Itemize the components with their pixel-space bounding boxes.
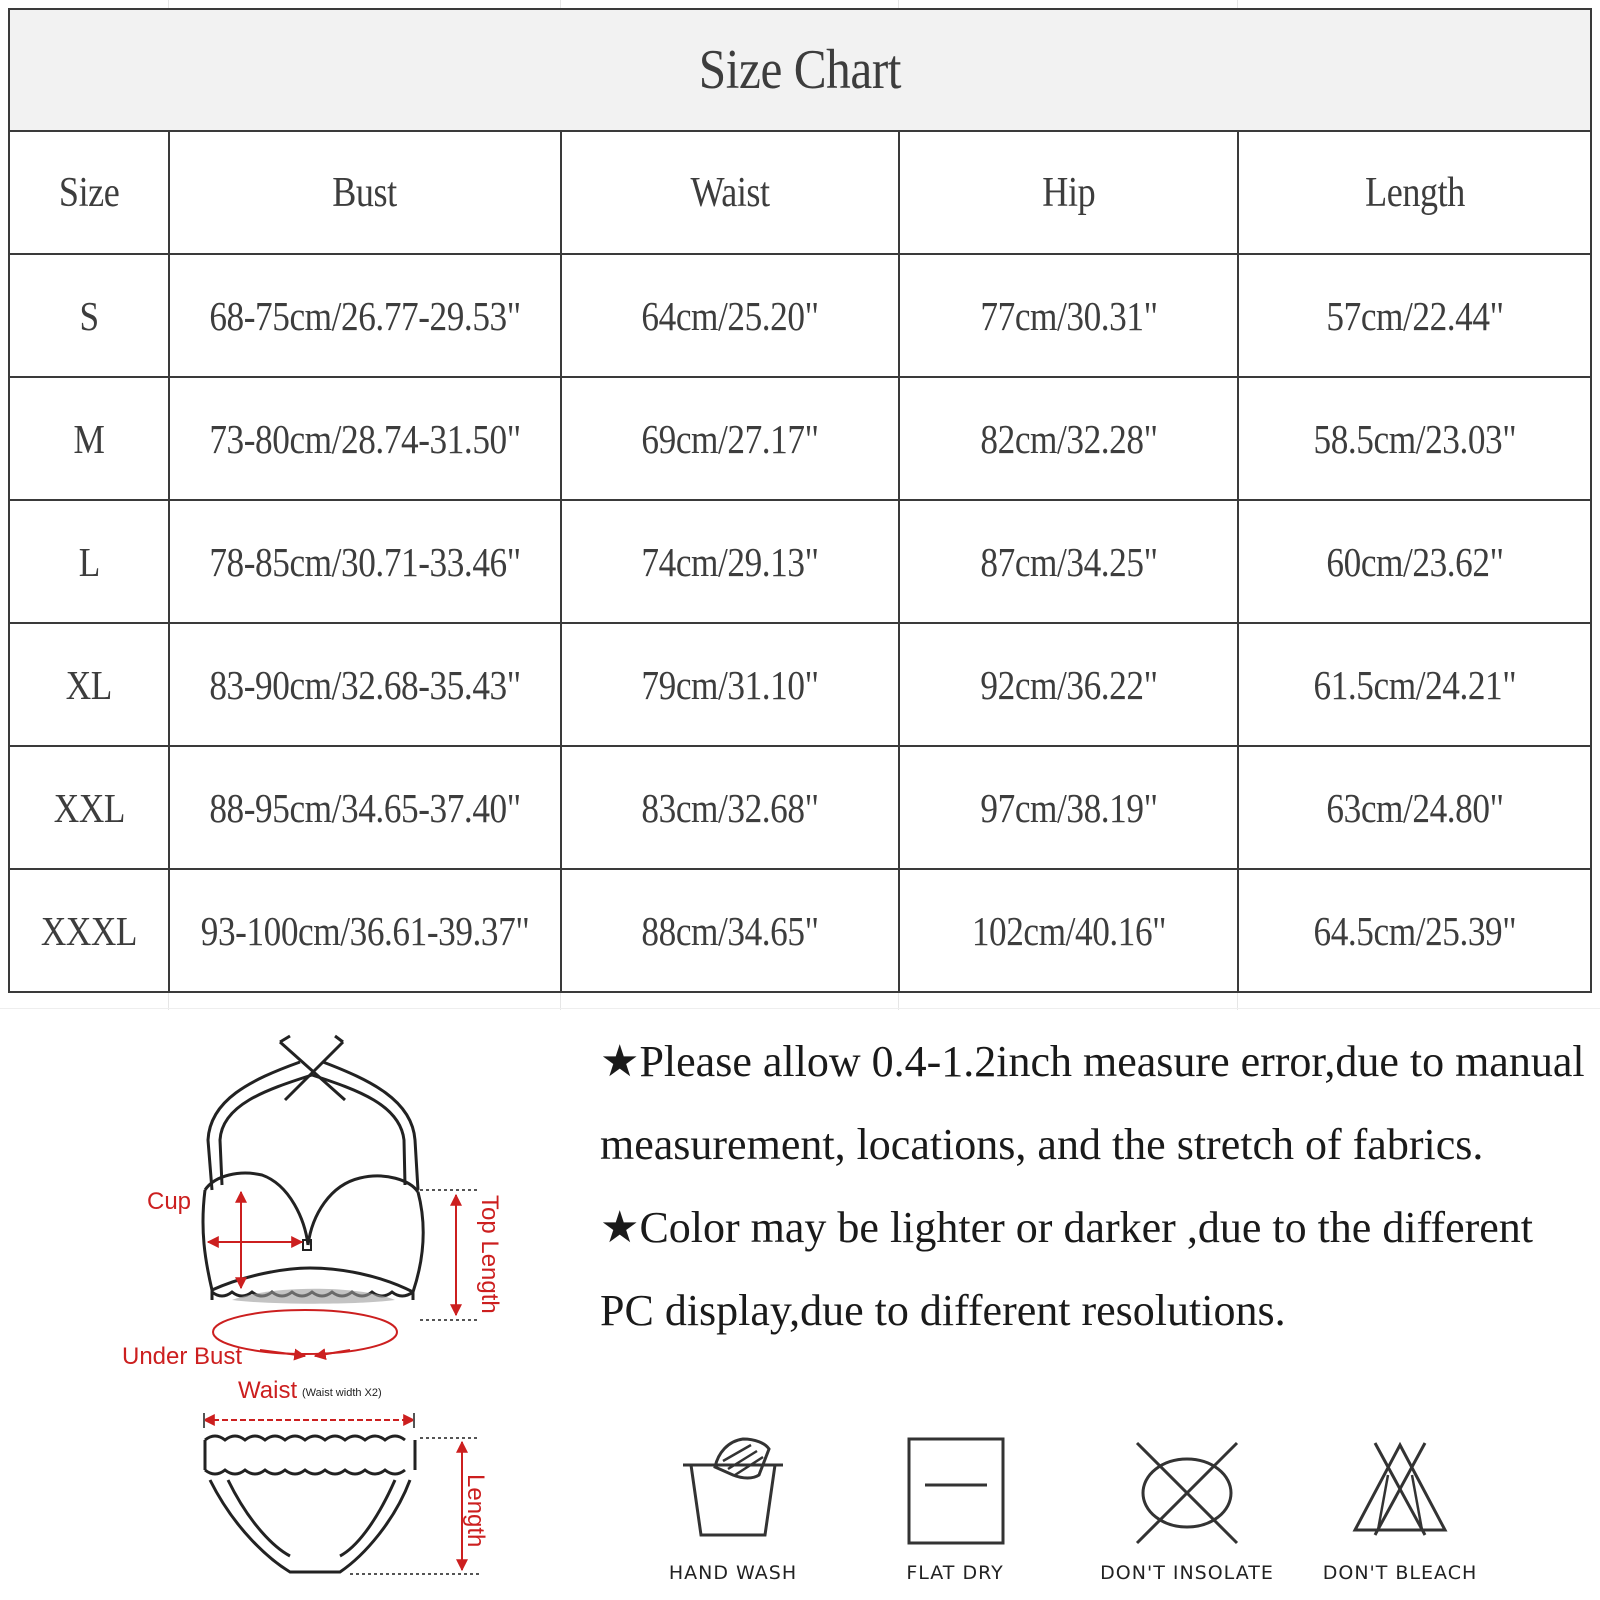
garment-diagram (100, 1025, 540, 1585)
care-label: FLAT DRY (906, 1562, 1004, 1584)
top-length-label: Top Length (476, 1195, 503, 1314)
cell-waist: 83cm/32.68" (561, 746, 899, 869)
cell-length: 63cm/24.80" (1238, 746, 1591, 869)
table-row (9, 623, 1591, 746)
header-bust: Bust (169, 131, 561, 254)
dont-insolate-icon (1127, 1435, 1247, 1555)
header-hip: Hip (899, 131, 1238, 254)
waist-label: Waist (238, 1377, 298, 1404)
cell-hip: 97cm/38.19" (899, 746, 1238, 869)
cell-bust: 83-90cm/32.68-35.43" (169, 623, 561, 746)
cell-size: XL (9, 623, 169, 746)
page-title: Size Chart (9, 9, 1591, 131)
cell-hip: 102cm/40.16" (899, 869, 1238, 992)
cell-hip: 92cm/36.22" (899, 623, 1238, 746)
cell-size: M (9, 377, 169, 500)
hand-wash-icon (673, 1435, 793, 1555)
care-flat-dry (855, 1435, 1055, 1595)
cell-waist: 74cm/29.13" (561, 500, 899, 623)
table-row (9, 254, 1591, 377)
waist-note: (Waist width X2) (302, 1387, 382, 1399)
bikini-bottom-drawing (205, 1436, 415, 1572)
header-length: Length (1238, 131, 1591, 254)
cell-length: 60cm/23.62" (1238, 500, 1591, 623)
cell-waist: 79cm/31.10" (561, 623, 899, 746)
cell-length: 57cm/22.44" (1238, 254, 1591, 377)
table-row (9, 377, 1591, 500)
bikini-top-drawing (203, 1036, 423, 1300)
flat-dry-icon (895, 1435, 1015, 1555)
care-label: HAND WASH (668, 1562, 798, 1584)
care-label: DON'T INSOLATE (1100, 1562, 1274, 1584)
length-label: Length (462, 1474, 489, 1548)
cell-bust: 88-95cm/34.65-37.40" (169, 746, 561, 869)
cell-size: L (9, 500, 169, 623)
header-size: Size (9, 131, 169, 254)
note-color: ★Color may be lighter or darker ,due to the different PC display,due to different resolutions. (600, 1203, 1534, 1335)
table-row (9, 500, 1591, 623)
table-row (9, 869, 1591, 992)
cell-size: XXXL (9, 869, 169, 992)
table-row (9, 746, 1591, 869)
cell-waist: 64cm/25.20" (561, 254, 899, 377)
dont-bleach-icon (1340, 1435, 1460, 1555)
care-label: DON'T BLEACH (1322, 1562, 1478, 1584)
cup-label: Cup (147, 1188, 192, 1215)
cell-length: 61.5cm/24.21" (1238, 623, 1591, 746)
care-dont-insolate (1087, 1435, 1287, 1595)
cell-hip: 82cm/32.28" (899, 377, 1238, 500)
cell-size: XXL (9, 746, 169, 869)
cell-bust: 68-75cm/26.77-29.53" (169, 254, 561, 377)
care-dont-bleach (1300, 1435, 1500, 1595)
cell-hip: 77cm/30.31" (899, 254, 1238, 377)
cell-bust: 78-85cm/30.71-33.46" (169, 500, 561, 623)
cell-length: 58.5cm/23.03" (1238, 377, 1591, 500)
care-hand-wash (633, 1435, 833, 1595)
cell-waist: 69cm/27.17" (561, 377, 899, 500)
notes (600, 1020, 1590, 1352)
cell-hip: 87cm/34.25" (899, 500, 1238, 623)
header-waist: Waist (561, 131, 899, 254)
cell-bust: 73-80cm/28.74-31.50" (169, 377, 561, 500)
table-header-row (9, 131, 1591, 254)
bg-grid-line (0, 1008, 1600, 1009)
cell-bust: 93-100cm/36.61-39.37" (169, 869, 561, 992)
cell-waist: 88cm/34.65" (561, 869, 899, 992)
cell-length: 64.5cm/25.39" (1238, 869, 1591, 992)
note-measure-error: ★Please allow 0.4-1.2inch measure error,due to manual measurement, locations, and the stretch of fabrics. (600, 1037, 1585, 1169)
cell-size: S (9, 254, 169, 377)
size-table (8, 8, 1592, 993)
under-bust-label: Under Bust (122, 1343, 243, 1370)
